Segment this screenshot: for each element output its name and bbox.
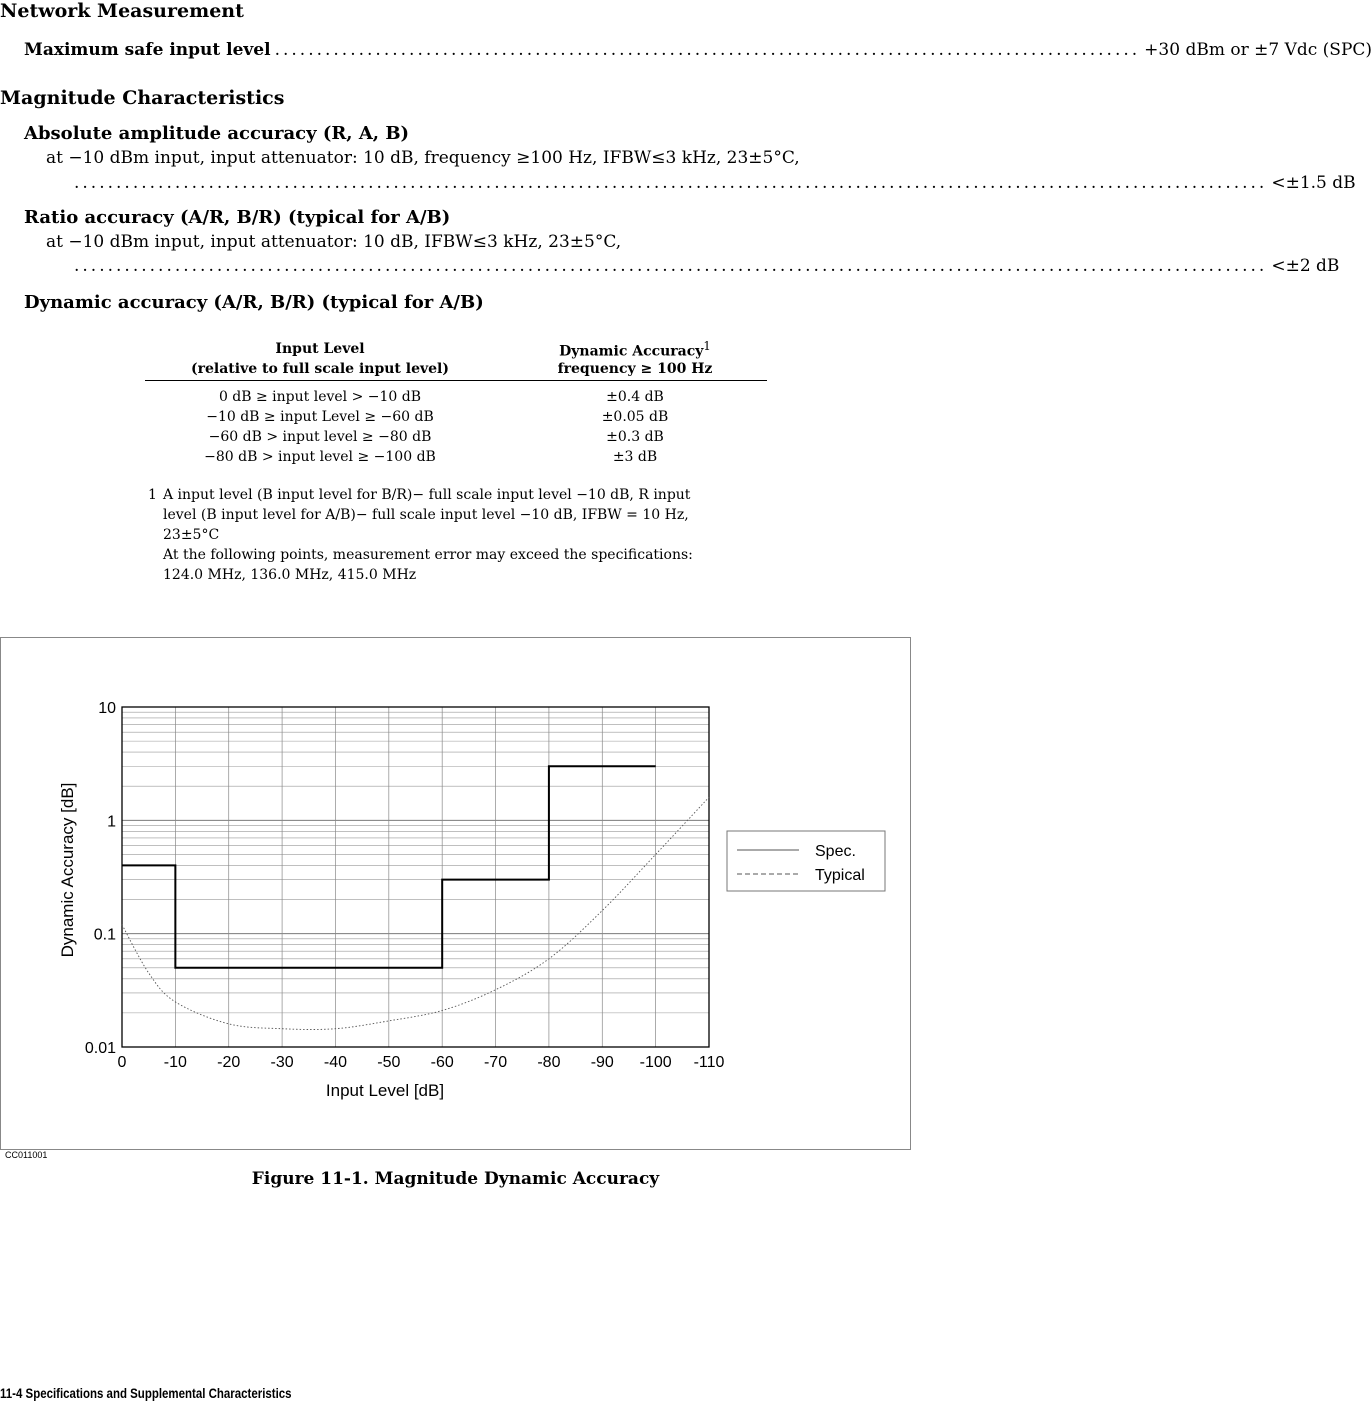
dot-leader: .............................................................................................................................................. [74, 173, 1268, 193]
table-row-accuracy: ±3 dB [612, 449, 658, 465]
table-col2-subheader: frequency ≥ 100 Hz [557, 361, 713, 377]
table-col2-header [510, 339, 760, 360]
y-tick-label: 0.1 [93, 926, 116, 944]
table-col1-header: Input Level [275, 341, 365, 357]
ratio-accuracy-heading: Ratio accuracy (A/R, B/R) (typical for A/B) [24, 207, 451, 228]
legend-typical-label: Typical [815, 867, 865, 884]
table-row-accuracy: ±0.05 dB [601, 409, 669, 425]
absolute-accuracy-conditions: at −10 dBm input, input attenuator: 10 dB, frequency ≥100 Hz, IFBW≤3 kHz, 23±5°C, [46, 148, 800, 168]
chart-frame [0, 637, 911, 1150]
x-axis-label: Input Level [dB] [325, 1081, 445, 1100]
typical-curve [122, 797, 709, 1029]
absolute-accuracy-value: <±1.5 dB [1271, 173, 1356, 193]
absolute-accuracy-heading: Absolute amplitude accuracy (R, A, B) [24, 123, 410, 144]
x-tick-label: -100 [639, 1054, 672, 1071]
x-tick-label: -110 [693, 1054, 725, 1071]
x-tick-label: -70 [483, 1054, 508, 1071]
legend-spec-label: Spec. [815, 843, 856, 860]
table-row-level: 0 dB ≥ input level > −10 dB [218, 389, 422, 405]
y-tick-label: 10 [98, 700, 116, 717]
figure-caption: Figure 11-1. Magnitude Dynamic Accuracy [251, 1169, 660, 1189]
x-tick-label: -10 [163, 1054, 187, 1071]
ratio-accuracy-conditions: at −10 dBm input, input attenuator: 10 dB, IFBW≤3 kHz, 23±5°C, [46, 232, 622, 252]
absolute-accuracy-row [74, 173, 1356, 193]
figure-code: CC011001 [5, 1150, 48, 1160]
footnote-ref: 1 [703, 339, 711, 353]
x-tick-label: 0 [117, 1054, 127, 1071]
x-tick-label: -80 [537, 1054, 561, 1071]
y-tick-label: 1 [107, 813, 116, 831]
table-row-level: −80 dB > input level ≥ −100 dB [204, 449, 436, 465]
dot-leader: ....................................................................................................... [274, 40, 1141, 60]
section-title: Magnitude Characteristics [0, 87, 285, 109]
table-col2-header-text: Dynamic Accuracy [559, 343, 704, 360]
plot-frame [122, 707, 709, 1047]
x-tick-label: -90 [590, 1054, 614, 1071]
footnote-line: 124.0 MHz, 136.0 MHz, 415.0 MHz [163, 567, 417, 583]
footnote-line: level (B input level for A/B)− full scale input level −10 dB, IFBW = 10 Hz, [163, 507, 689, 523]
dynamic-accuracy-heading: Dynamic accuracy (A/R, B/R) (typical for A/B) [24, 292, 484, 313]
table-col1-subheader: (relative to full scale input level) [191, 361, 449, 377]
ratio-accuracy-value: <±2 dB [1271, 256, 1340, 276]
table-row-accuracy: ±0.3 dB [606, 429, 664, 445]
dynamic-accuracy-chart [1, 638, 910, 1149]
max-safe-input-label: Maximum safe input level [24, 40, 271, 60]
x-tick-label: -50 [377, 1054, 401, 1071]
table-row-level: −60 dB > input level ≥ −80 dB [208, 429, 432, 445]
max-safe-input-row [24, 40, 1372, 60]
x-tick-label: -40 [323, 1054, 348, 1071]
table-header-rule [145, 380, 767, 381]
max-safe-input-value: +30 dBm or ±7 Vdc (SPC) [1144, 40, 1372, 60]
page-footer: 11-4 Specifications and Supplemental Characteristics [0, 1385, 292, 1401]
y-tick-label: 0.01 [84, 1040, 116, 1057]
table-row-accuracy: ±0.4 dB [606, 389, 664, 405]
page-title: Network Measurement [0, 0, 244, 22]
dot-leader: .............................................................................................................................................. [74, 256, 1268, 276]
y-axis-label: Dynamic Accuracy [dB] [58, 782, 77, 958]
footnote-line: 23±5°C [163, 527, 220, 543]
x-tick-label: -30 [270, 1054, 294, 1071]
x-tick-label: -20 [217, 1054, 241, 1071]
table-row-level: −10 dB ≥ input Level ≥ −60 dB [206, 409, 434, 425]
footnote-line: A input level (B input level for B/R)− full scale input level −10 dB, R input [163, 487, 691, 503]
ratio-accuracy-row [74, 256, 1340, 276]
x-tick-label: -60 [430, 1054, 454, 1071]
footnote-line: At the following points, measurement error may exceed the specifications: [163, 547, 693, 563]
footnote-marker: 1 [148, 487, 157, 503]
